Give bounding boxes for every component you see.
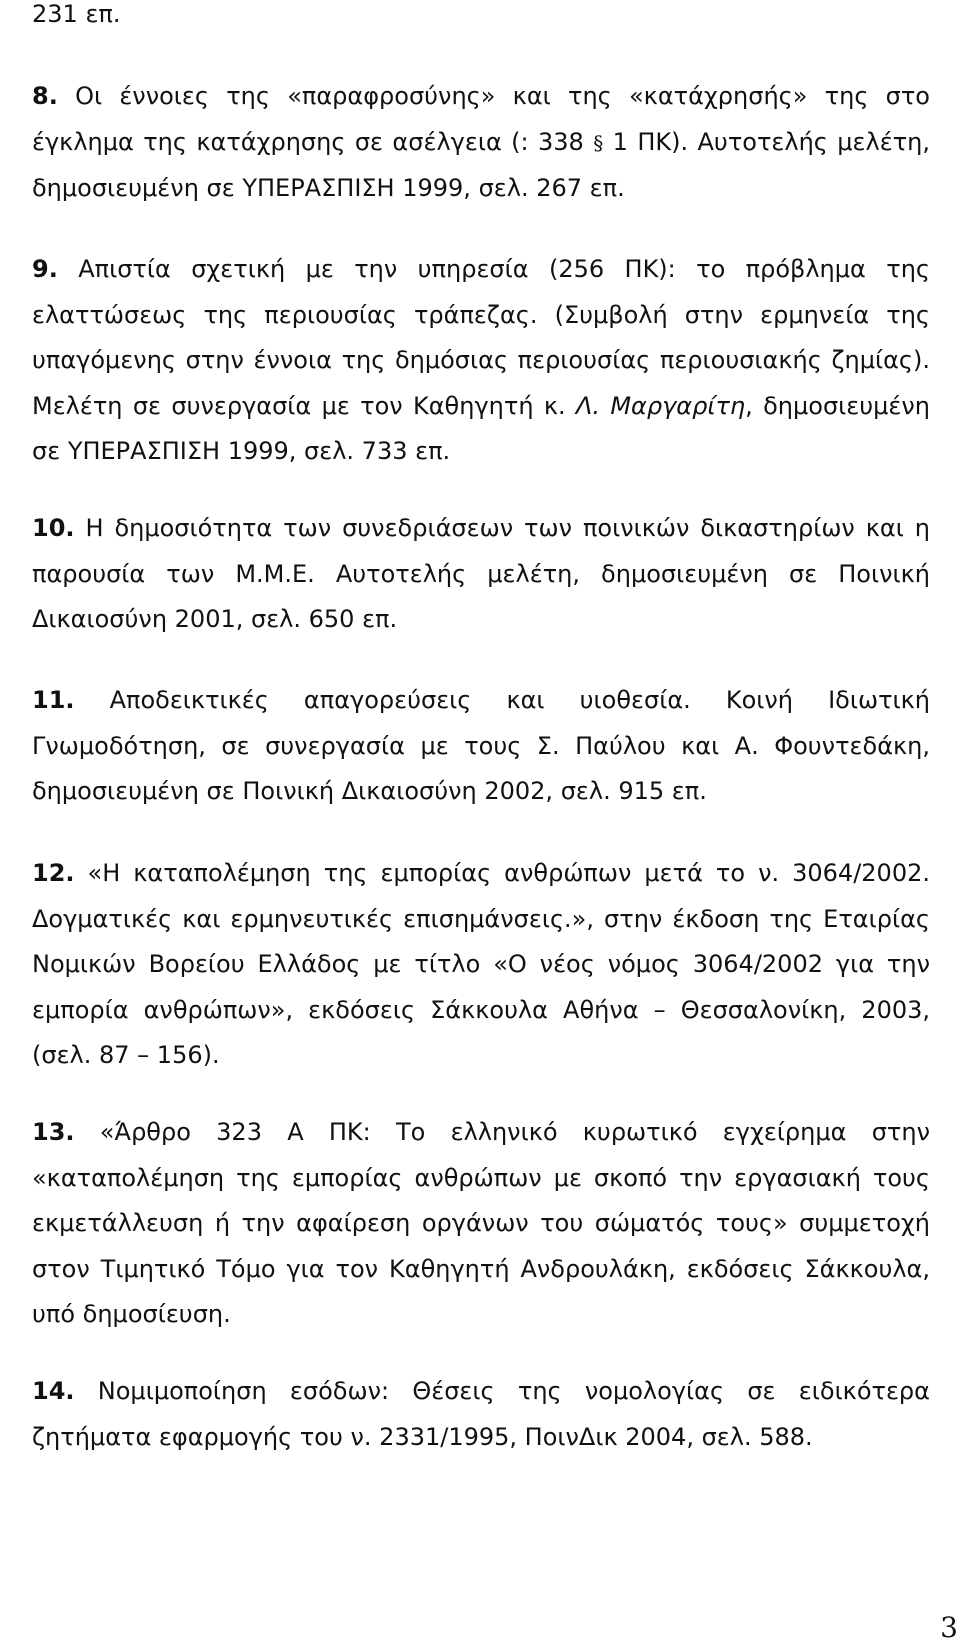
entry-text: Νομιμοποίηση εσόδων: Θέσεις της νομολογίας σε ειδικότερα ζητήματα εφαρμογής του ν. 2331/1995, ΠοινΔικ 2004, σελ. 588. [32,1377,930,1451]
entry-number: 14. [32,1377,75,1405]
publication-entry-14 [32,1369,930,1460]
publication-entry-11 [32,678,930,815]
publication-entry-10 [32,506,930,643]
entry-number: 8. [32,82,58,110]
publication-entry-12 [32,851,930,1079]
entry-number: 12. [32,859,75,887]
entry-text: 1 ΠΚ). Αυτοτελής μελέτη, δημοσιευμένη σε ΥΠΕΡΑΣΠΙΣΗ 1999, σελ. 267 επ. [32,127,930,202]
entry-text: Οι έννοιες της «παραφροσύνης» και της «κατάχρησής» της στο έγκλημα της κατάχρησης σε ασέλγεια (: 338 [32,82,930,156]
entry-text: Απιστία σχετική με την υπηρεσία (256 ΠΚ): το πρόβλημα της ελαττώσεως της περιουσίας τράπεζας. (Συμβολή στην ερμηνεία της υπαγόμενης στην έννοια της δημόσιας περιουσίας περιουσιακής ζημίας). Μελέτη σε συνεργασία με τον Καθηγητή κ. [32,255,930,420]
publication-entry-8 [32,74,930,212]
publication-entry-13 [32,1110,930,1338]
entry-text: Η δημοσιότητα των συνεδριάσεων των ποινικών δικαστηρίων και η παρουσία των Μ.Μ.Ε. Αυτοτελής μελέτη, δημοσιευμένη σε Ποινική Δικαιοσύνη 2001, σελ. 650 επ. [32,514,930,633]
entry-text: , δημοσιευμένη σε ΥΠΕΡΑΣΠΙΣΗ 1999, σελ. 733 επ. [32,391,931,465]
entry-number: 10. [32,514,75,542]
entry-text-italic: Λ. Μαργαρίτη [575,391,746,420]
publication-entry-9 [32,247,930,475]
page-number: 3 [940,1611,958,1644]
entry-text: Αποδεικτικές απαγορεύσεις και υιοθεσία. Κοινή Ιδιωτική Γνωμοδότηση, σε συνεργασία με τους Σ. Παύλου και Α. Φουντεδάκη, δημοσιευμένη σε Ποινική Δικαιοσύνη 2002, σελ. 915 επ. [32,686,930,805]
section-sign: § [593,130,604,155]
entry-number: 13. [32,1118,75,1146]
entry-text: «Η καταπολέμηση της εμπορίας ανθρώπων μετά το ν. 3064/2002. Δογματικές και ερμηνευτικές επισημάνσεις.», στην έκδοση της Εταιρίας Νομικών Βορείου Ελλάδος με τίτλο «Ο νέος νόμος 3064/2002 για την εμπορία ανθρώπων», εκδόσεις Σάκκουλα Αθήνα – Θεσσαλονίκη, 2003, (σελ. 87 – 156). [32,859,930,1069]
entry-number: 9. [32,255,58,283]
entry-text: «Άρθρο 323 Α ΠΚ: Το ελληνικό κυρωτικό εγχείρημα στην «καταπολέμηση της εμπορίας ανθρώπων με σκοπό την εργασιακή τους εκμετάλλευση ή την αφαίρεση οργάνων του σώματός τους» συμμετοχή στον Τιμητικό Τόμο για τον Καθηγητή Ανδρουλάκη, εκδόσεις Σάκκουλα, υπό δημοσίευση. [32,1118,930,1328]
entry-number: 11. [32,686,75,714]
lead-line: 231 επ. [32,0,121,28]
